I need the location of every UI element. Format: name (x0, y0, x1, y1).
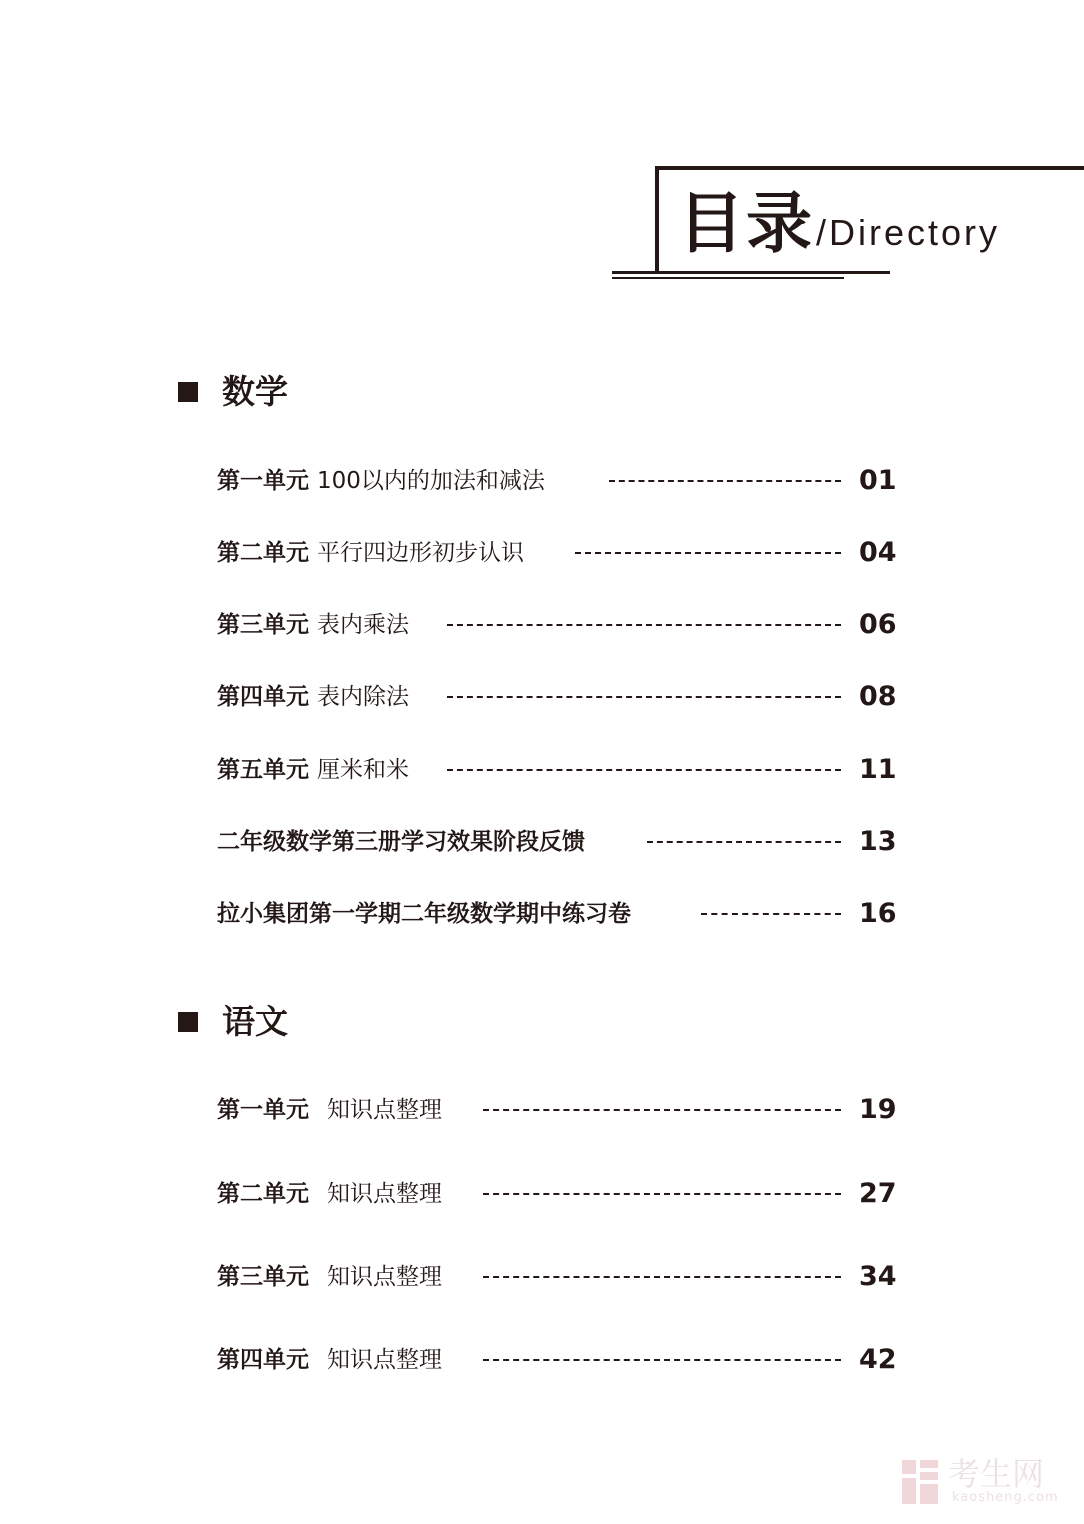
toc-topic: 二年级数学第三册学习效果阶段反馈 (217, 829, 585, 855)
toc-entry[interactable] (217, 752, 907, 788)
toc-leader (483, 1276, 841, 1278)
toc-page-number: 01 (859, 465, 897, 496)
toc-entry[interactable] (217, 896, 907, 932)
header-frame-left-line (655, 166, 659, 274)
toc-leader (701, 913, 841, 915)
toc-unit: 第一单元 (217, 1097, 309, 1123)
toc-entry[interactable] (217, 1342, 907, 1378)
kaosheng-logo-icon (900, 1458, 940, 1506)
toc-page-number: 04 (859, 537, 897, 568)
header-underline (612, 271, 890, 274)
toc-leader (483, 1193, 841, 1195)
toc-leader (447, 696, 841, 698)
watermark-domain: kaosheng.com (952, 1490, 1059, 1505)
square-bullet-icon (178, 1012, 198, 1032)
toc-unit: 第五单元 (217, 757, 309, 783)
watermark (900, 1456, 1070, 1512)
toc-leader (447, 769, 841, 771)
toc-leader (483, 1109, 841, 1111)
toc-page-number: 19 (859, 1094, 897, 1125)
toc-leader (575, 552, 841, 554)
toc-page-number: 27 (859, 1178, 897, 1209)
page-subtitle: /Directory (816, 212, 1001, 253)
toc-topic: 厘米和米 (317, 757, 409, 783)
toc-page-number: 08 (859, 681, 897, 712)
toc-leader (483, 1359, 841, 1361)
section-heading-math (178, 370, 288, 414)
toc-unit: 第二单元 (217, 1181, 309, 1207)
section-heading-chinese (178, 1000, 288, 1044)
square-bullet-icon (178, 382, 198, 402)
section-title: 数学 (222, 372, 288, 411)
toc-topic: 表内乘法 (317, 612, 409, 638)
section-title: 语文 (222, 1002, 288, 1041)
toc-page-number: 13 (859, 826, 897, 857)
toc-page-number: 11 (859, 754, 897, 785)
toc-entry[interactable] (217, 1092, 907, 1128)
toc-unit: 第一单元 (217, 468, 309, 494)
toc-page-number: 42 (859, 1344, 897, 1375)
toc-entry[interactable] (217, 824, 907, 860)
toc-topic: 知识点整理 (327, 1264, 442, 1290)
toc-entry[interactable] (217, 535, 907, 571)
header-frame-top-line (655, 166, 1084, 170)
toc-entry[interactable] (217, 463, 907, 499)
toc-leader (647, 841, 841, 843)
toc-entry[interactable] (217, 1259, 907, 1295)
toc-topic: 知识点整理 (327, 1347, 442, 1373)
toc-topic: 平行四边形初步认识 (317, 540, 524, 566)
toc-unit: 第四单元 (217, 684, 309, 710)
toc-topic: 知识点整理 (327, 1181, 442, 1207)
toc-page-number: 06 (859, 609, 897, 640)
toc-unit: 第三单元 (217, 612, 309, 638)
header-underline-secondary (612, 277, 844, 279)
toc-topic: 拉小集团第一学期二年级数学期中练习卷 (217, 901, 631, 927)
toc-leader (447, 624, 841, 626)
toc-entry[interactable] (217, 1176, 907, 1212)
toc-unit: 第二单元 (217, 540, 309, 566)
toc-topic: 知识点整理 (327, 1097, 442, 1123)
toc-leader (609, 480, 841, 482)
toc-page-number: 16 (859, 898, 897, 929)
toc-topic: 表内除法 (317, 684, 409, 710)
toc-topic: 100以内的加法和减法 (317, 468, 545, 494)
toc-entry[interactable] (217, 607, 907, 643)
watermark-text: 考生网 (948, 1455, 1045, 1493)
page-title: 目录 (678, 185, 814, 262)
toc-entry[interactable] (217, 679, 907, 715)
toc-unit: 第四单元 (217, 1347, 309, 1373)
toc-unit: 第三单元 (217, 1264, 309, 1290)
toc-page-number: 34 (859, 1261, 897, 1292)
